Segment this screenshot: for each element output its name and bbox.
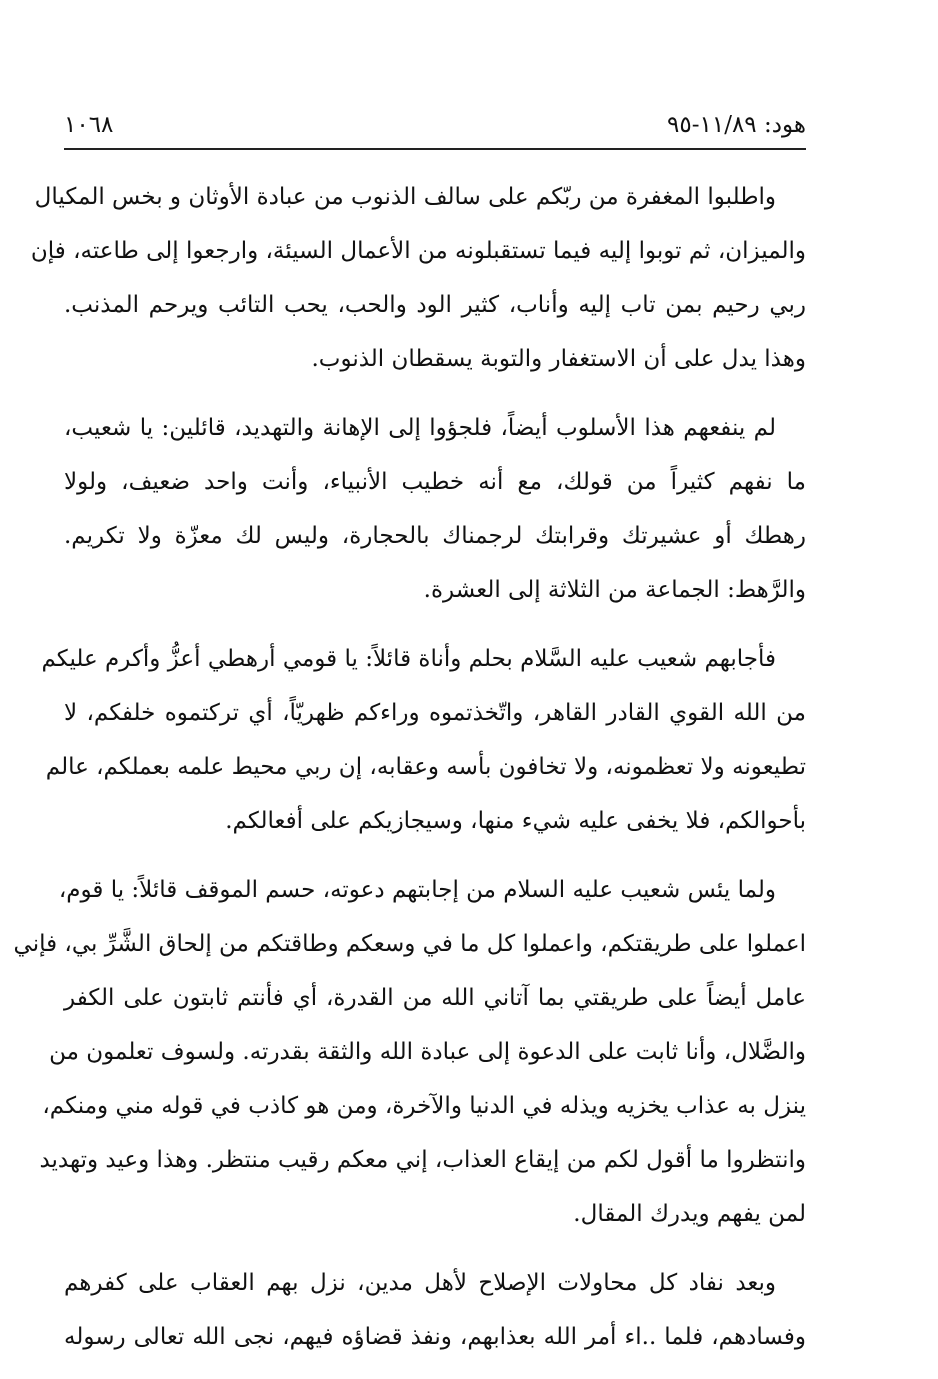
- page-body: [13, 170, 806, 1379]
- text-line: والضَّلال، وأنا ثابت على الدعوة إلى عبادة الله والثقة بقدرته. ولسوف تعلمون من: [49, 1039, 806, 1065]
- text-line: بأحوالكم، فلا يخفى عليه شيء منها، وسيجازيكم على أفعالكم.: [225, 808, 806, 834]
- header-divider: [64, 148, 806, 150]
- surah-verse-reference: هود: ١١/٨٩-٩٥: [667, 112, 806, 138]
- text-line: وفسادهم، فلما ..اء أمر الله بعذابهم، ونفذ قضاؤه فيهم، نجى الله تعالى رسوله: [64, 1324, 806, 1350]
- text-line: ربي رحيم بمن تاب إليه وأناب، كثير الود والحب، يحب التائب ويرحم المذنب.: [64, 292, 806, 318]
- text-line: والميزان، ثم توبوا إليه فيما تستقبلونه من الأعمال السيئة، وارجعوا إلى طاعته، فإن: [30, 238, 806, 264]
- text-line: لمن يفهم ويدرك المقال.: [573, 1201, 806, 1227]
- text-line: ولما يئس شعيب عليه السلام من إجابتهم دعوته، حسم الموقف قائلاً: يا قوم،: [58, 877, 776, 903]
- text-line: ينزل به عذاب يخزيه ويذله في الدنيا والآخرة، ومن هو كاذب في قوله مني ومنكم،: [42, 1093, 806, 1119]
- page-header: [64, 112, 806, 148]
- text-line: وبعد نفاد كل محاولات الإصلاح لأهل مدين، نزل بهم العقاب على كفرهم: [64, 1270, 776, 1296]
- paragraph: [30, 170, 806, 386]
- text-line: فأجابهم شعيب عليه السَّلام بحلم وأناة قائلاً: يا قومي أرهطي أعزُّ وأكرم عليكم: [41, 646, 776, 672]
- text-line: والرَّهط: الجماعة من الثلاثة إلى العشرة.: [423, 577, 806, 603]
- text-line: وانتظروا ما أقول لكم من إيقاع العذاب، إني معكم رقيب منتظر. وهذا وعيد وتهديد: [39, 1147, 806, 1173]
- text-line: عامل أيضاً على طريقتي بما آتاني الله من القدرة، أي فأنتم ثابتون على الكفر: [64, 985, 806, 1011]
- text-line: واطلبوا المغفرة من ربّكم على سالف الذنوب من عبادة الأوثان و بخس المكيال: [34, 184, 776, 210]
- page-number: ١٠٦٨: [64, 112, 114, 138]
- paragraph: [41, 632, 806, 848]
- paragraph: [64, 1256, 806, 1364]
- paragraph: [13, 863, 806, 1241]
- text-line: تطيعونه ولا تعظمونه، ولا تخافون بأسه وعقابه، إن ربي محيط علمه بعملكم، عالم: [45, 754, 806, 780]
- text-line: لم ينفعهم هذا الأسلوب أيضاً، فلجؤوا إلى الإهانة والتهديد، قائلين: يا شعيب،: [64, 415, 776, 441]
- text-line: رهطك أو عشيرتك وقرابتك لرجمناك بالحجارة، وليس لك معزّة ولا تكريم.: [64, 523, 806, 549]
- paragraph: [64, 401, 806, 617]
- text-line: من الله القوي القادر القاهر، واتّخذتموه وراءكم ظهريّاً، أي تركتموه خلفكم، لا: [64, 700, 806, 726]
- text-line: اعملوا على طريقتكم، واعملوا كل ما في وسعكم وطاقتكم من إلحاق الشَّرِّ بي، فإني: [13, 931, 806, 957]
- text-line: وهذا يدل على أن الاستغفار والتوبة يسقطان الذنوب.: [311, 346, 806, 372]
- text-line: ما نفهم كثيراً من قولك، مع أنه خطيب الأنبياء، وأنت واحد ضعيف، ولولا: [64, 469, 806, 495]
